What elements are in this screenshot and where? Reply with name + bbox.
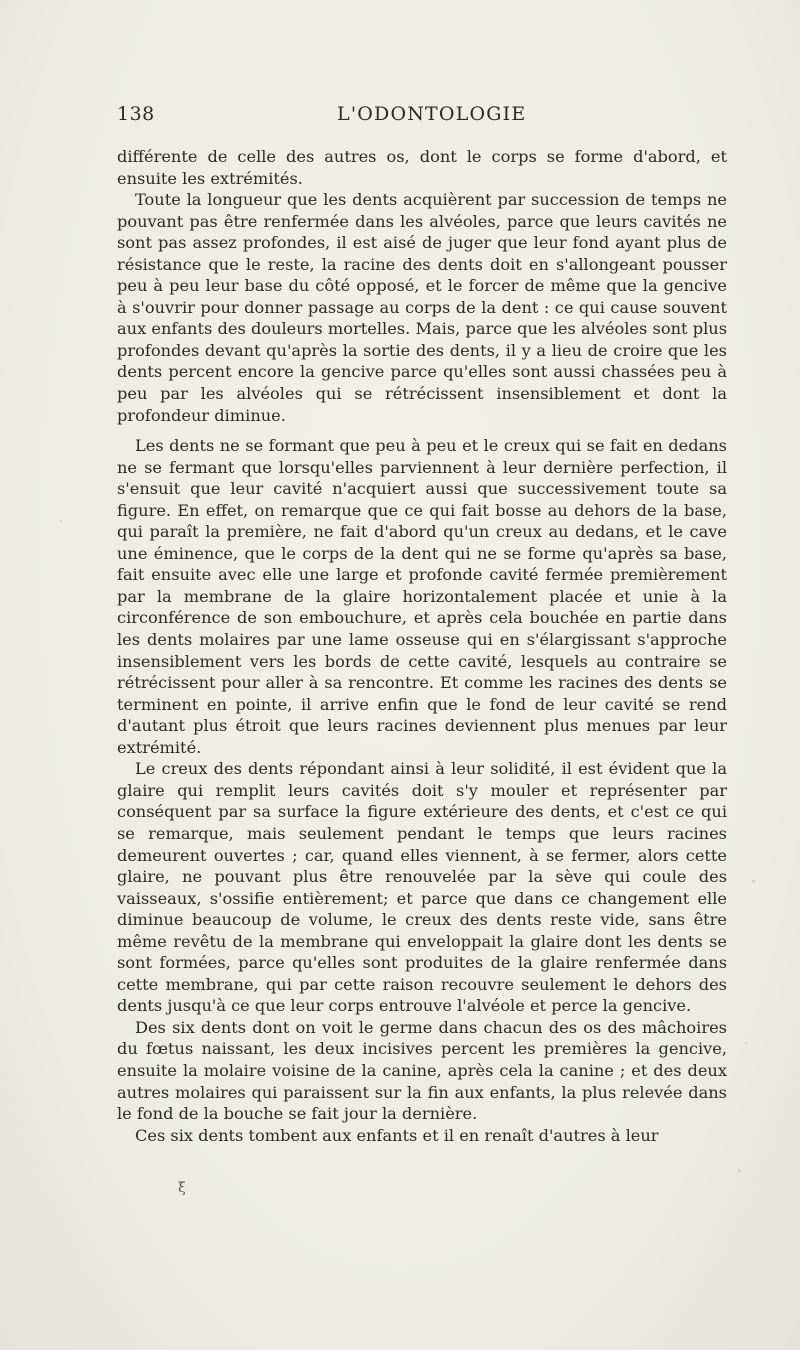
paragraph: différente de celle des autres os, dont le corps se forme d'abord, et ensuite les extrémités.	[117, 147, 727, 188]
page-header	[117, 103, 717, 133]
paragraph: Des six dents dont on voit le germe dans chacun des os des mâchoires du fœtus naissant, les deux incisives percent les premières la gencive, ensuite la molaire voisine de la canine, après cela la canine ; et des deux autres molaires qui paraissent sur la fin aux enfants, la plus relevée dans le fond de la bouche se fait jour la dernière.	[117, 1017, 727, 1124]
running-head: L'ODONTOLOGIE	[337, 103, 527, 125]
paper-speck	[752, 880, 755, 883]
footer-mark: ξ	[178, 1180, 186, 1196]
paragraph: Les dents ne se formant que peu à peu et le creux qui se fait en dedans ne se fermant que lorsqu'elles parviennent à leur dernière perfection, il s'ensuit que leur cavité n'acquiert aussi que successivement toute sa figure. En effet, on remarque que ce qui fait bosse au dehors de la base, qui paraît la première, ne fait d'abord qu'un creux au dedans, et le cave une éminence, que le corps de la dent qui ne se forme qu'après sa base, fait ensuite avec elle une large et profonde cavité fermée premièrement par la membrane de la glaire horizontalement placée et unie à la circonférence de son embouchure, et après cela bouchée en partie dans les dents molaires par une lame osseuse qui en s'élargissant s'approche insensiblement vers les bords de cette cavité, lesquels au contraire se rétrécissent pour aller à sa rencontre. Et comme les racines des dents se terminent en pointe, il arrive enfin que le fond de leur cavité se rend d'autant plus étroit que leurs racines deviennent plus menues par leur extrémité.	[117, 436, 727, 757]
paragraph: Ces six dents tombent aux enfants et il en renaît d'autres à leur	[135, 1125, 659, 1145]
paper-speck	[738, 1170, 741, 1172]
paragraph: Toute la longueur que les dents acquièrent par succession de temps ne pouvant pas être renfermée dans les alvéoles, parce que leurs cavités ne sont pas assez profondes, il est aisé de juger que leur fond ayant plus de résistance que le reste, la racine des dents doit en s'allongeant pousser peu à peu leur base du côté opposé, et le forcer de même que la gencive à s'ouvrir pour donner passage au corps de la dent : ce qui cause souvent aux enfants des douleurs mortelles. Mais, parce que les alvéoles sont plus profondes devant qu'après la sortie des dents, il y a lieu de croire que les dents percent encore la gencive parce qu'elles sont aussi chassées peu à peu par les alvéoles qui se rétrécissent insensiblement et dont la profondeur diminue.	[117, 190, 727, 425]
paper-speck	[745, 1042, 747, 1044]
page-number: 138	[117, 103, 155, 125]
body-text	[117, 146, 727, 1146]
paper-speck	[60, 520, 62, 522]
paragraph: Le creux des dents répondant ainsi à leur solidité, il est évident que la glaire qui remplit leurs cavités doit s'y mouler et représenter par conséquent par sa surface la figure extérieure des dents, et c'est ce qui se remarque, mais seulement pendant le temps que leurs racines demeurent ouvertes ; car, quand elles viennent, à se fermer, alors cette glaire, ne pouvant plus être renouvelée par la sève qui coule des vaisseaux, s'ossifie entièrement; et parce que dans ce changement elle diminue beaucoup de volume, le creux des dents reste vide, sans être même revêtu de la membrane qui enveloppait la glaire dont les dents se sont formées, parce qu'elles sont produites de la glaire renfermée dans cette membrane, qui par cette raison recouvre seulement le dehors des dents jusqu'à ce que leur corps entrouve l'alvéole et perce la gencive.	[117, 759, 727, 1016]
